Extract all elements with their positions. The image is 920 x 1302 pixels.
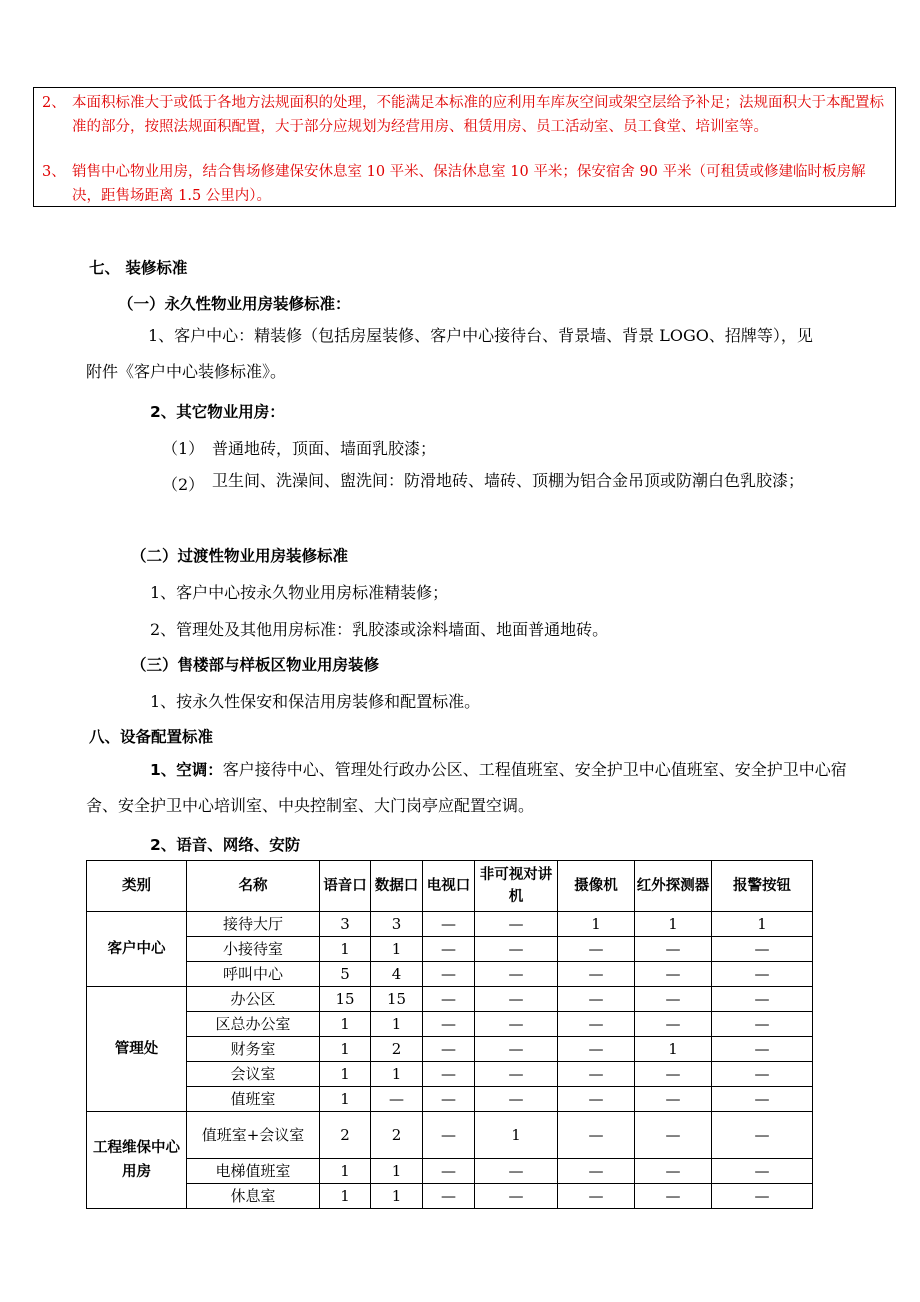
- room-name-cell: 会议室: [187, 1062, 320, 1087]
- header-category: 类别: [87, 861, 187, 912]
- value-cell: 1: [558, 912, 635, 937]
- notes-box: [33, 87, 896, 207]
- value-cell: 1: [635, 912, 712, 937]
- room-name-cell: 电梯值班室: [187, 1159, 320, 1184]
- room-name-cell: 财务室: [187, 1037, 320, 1062]
- table-row: [87, 987, 813, 1012]
- value-cell: 1: [320, 1184, 371, 1209]
- table-row: [87, 1062, 813, 1087]
- paren-text: 卫生间、洗澡间、盥洗间：防滑地砖、墙砖、顶棚为铝合金吊顶或防潮白色乳胶漆；: [212, 471, 805, 490]
- value-cell: 1: [475, 1112, 558, 1159]
- value-cell: —: [423, 1062, 475, 1087]
- value-cell: 4: [371, 962, 423, 987]
- value-cell: —: [423, 912, 475, 937]
- sub1-item2-title: 2、其它物业用房：: [150, 403, 285, 421]
- value-cell: —: [475, 1037, 558, 1062]
- room-name-cell: 值班室: [187, 1087, 320, 1112]
- sub1-item1: 1、客户中心：精装修（包括房屋装修、客户中心接待台、背景墙、背景 LOGO、招牌等），见附件《客户中心装修标准》。: [86, 326, 813, 381]
- ac-label: 1、空调：: [150, 761, 223, 779]
- room-name-cell: 区总办公室: [187, 1012, 320, 1037]
- value-cell: —: [558, 1087, 635, 1112]
- value-cell: 2: [320, 1112, 371, 1159]
- table-row: [87, 1112, 813, 1159]
- value-cell: 1: [371, 1012, 423, 1037]
- value-cell: —: [712, 1012, 813, 1037]
- ac-paragraph: [86, 752, 856, 824]
- value-cell: 1: [371, 1159, 423, 1184]
- value-cell: —: [712, 1112, 813, 1159]
- value-cell: 1: [320, 1012, 371, 1037]
- value-cell: 1: [320, 1037, 371, 1062]
- room-name-cell: 小接待室: [187, 937, 320, 962]
- room-name-cell: 接待大厅: [187, 912, 320, 937]
- value-cell: —: [712, 1159, 813, 1184]
- category-cell: 工程维保中心用房: [87, 1112, 187, 1209]
- paren-num: （1）: [162, 439, 205, 458]
- sub8-2-title: 2、语音、网络、安防: [150, 836, 301, 854]
- table-row: [87, 1159, 813, 1184]
- note-number: 2、: [42, 95, 66, 111]
- sub3-title: （三）售楼部与样板区物业用房装修: [131, 656, 380, 674]
- value-cell: —: [371, 1087, 423, 1112]
- header-name: 名称: [187, 861, 320, 912]
- value-cell: —: [558, 1159, 635, 1184]
- value-cell: 3: [320, 912, 371, 937]
- section7-title: 七、 装修标准: [89, 259, 188, 277]
- room-name-cell: 休息室: [187, 1184, 320, 1209]
- value-cell: —: [558, 937, 635, 962]
- value-cell: —: [712, 987, 813, 1012]
- value-cell: —: [635, 1062, 712, 1087]
- note-number: 3、: [42, 164, 66, 180]
- ac-text: 客户接待中心、管理处行政办公区、工程值班室、安全护卫中心值班室、安全护卫中心宿舍、安全护卫中心培训室、中央控制室、大门岗亭应配置空调。: [86, 760, 847, 815]
- value-cell: —: [635, 1087, 712, 1112]
- value-cell: —: [475, 987, 558, 1012]
- value-cell: 1: [712, 912, 813, 937]
- value-cell: 1: [371, 937, 423, 962]
- table-row: [87, 962, 813, 987]
- value-cell: 1: [320, 1062, 371, 1087]
- value-cell: —: [558, 1012, 635, 1037]
- value-cell: 15: [371, 987, 423, 1012]
- value-cell: —: [475, 1062, 558, 1087]
- value-cell: —: [635, 1112, 712, 1159]
- value-cell: —: [635, 1159, 712, 1184]
- table-header-row: [87, 861, 813, 912]
- value-cell: —: [712, 962, 813, 987]
- header-tv-port: 电视口: [423, 861, 475, 912]
- room-name-cell: 值班室+会议室: [187, 1112, 320, 1159]
- value-cell: —: [423, 987, 475, 1012]
- table-row: [87, 1037, 813, 1062]
- value-cell: —: [558, 1112, 635, 1159]
- value-cell: —: [475, 1087, 558, 1112]
- header-voice-port: 语音口: [320, 861, 371, 912]
- value-cell: —: [475, 937, 558, 962]
- value-cell: —: [558, 987, 635, 1012]
- value-cell: 15: [320, 987, 371, 1012]
- value-cell: —: [712, 1037, 813, 1062]
- value-cell: 5: [320, 962, 371, 987]
- value-cell: 1: [371, 1184, 423, 1209]
- value-cell: —: [635, 1012, 712, 1037]
- value-cell: —: [712, 1087, 813, 1112]
- equipment-table: [86, 860, 813, 1209]
- value-cell: 1: [371, 1062, 423, 1087]
- value-cell: —: [423, 962, 475, 987]
- room-name-cell: 办公区: [187, 987, 320, 1012]
- header-infrared-detector: 红外探测器: [635, 861, 712, 912]
- header-data-port: 数据口: [371, 861, 423, 912]
- header-alarm-button: 报警按钮: [712, 861, 813, 912]
- value-cell: —: [475, 1159, 558, 1184]
- category-cell: 管理处: [87, 987, 187, 1112]
- value-cell: —: [712, 1184, 813, 1209]
- value-cell: —: [423, 1012, 475, 1037]
- sub2-title: （二）过渡性物业用房装修标准: [131, 547, 349, 565]
- value-cell: 1: [320, 1159, 371, 1184]
- table-row: [87, 1184, 813, 1209]
- value-cell: —: [423, 1037, 475, 1062]
- sub1-title: （一）永久性物业用房装修标准：: [118, 295, 351, 313]
- value-cell: —: [635, 1184, 712, 1209]
- value-cell: —: [635, 962, 712, 987]
- value-cell: —: [423, 1184, 475, 1209]
- sub2-item1: 1、客户中心按永久物业用房标准精装修；: [150, 583, 449, 602]
- value-cell: —: [712, 1062, 813, 1087]
- value-cell: —: [475, 912, 558, 937]
- value-cell: —: [635, 937, 712, 962]
- value-cell: —: [475, 1012, 558, 1037]
- value-cell: —: [712, 937, 813, 962]
- table-row: [87, 1012, 813, 1037]
- value-cell: —: [558, 1037, 635, 1062]
- value-cell: —: [475, 962, 558, 987]
- value-cell: 1: [320, 937, 371, 962]
- value-cell: —: [558, 962, 635, 987]
- value-cell: 1: [635, 1037, 712, 1062]
- paren-text: 普通地砖，顶面、墙面乳胶漆；: [212, 439, 437, 458]
- value-cell: —: [423, 1087, 475, 1112]
- sub2-item2: 2、管理处及其他用房标准：乳胶漆或涂料墙面、地面普通地砖。: [150, 620, 609, 639]
- value-cell: —: [423, 937, 475, 962]
- header-intercom: 非可视对讲机: [475, 861, 558, 912]
- note-text: 本面积标准大于或低于各地方法规面积的处理，不能满足本标准的应利用车库灰空间或架空层给予补足；法规面积大于本配置标准的部分，按照法规面积配置，大于部分应规划为经营用房、租赁用房、员工活动室、员工食堂、培训室等。: [72, 95, 884, 135]
- value-cell: —: [558, 1062, 635, 1087]
- table-row: [87, 937, 813, 962]
- sub3-item1: 1、按永久性保安和保洁用房装修和配置标准。: [150, 692, 481, 711]
- table-row: [87, 912, 813, 937]
- value-cell: —: [635, 987, 712, 1012]
- category-cell: 客户中心: [87, 912, 187, 987]
- value-cell: —: [423, 1159, 475, 1184]
- header-camera: 摄像机: [558, 861, 635, 912]
- value-cell: 1: [320, 1087, 371, 1112]
- paren-num: （2）: [162, 475, 205, 494]
- room-name-cell: 呼叫中心: [187, 962, 320, 987]
- value-cell: —: [558, 1184, 635, 1209]
- note-text: 销售中心物业用房，结合售场修建保安休息室 10 平米、保洁休息室 10 平米；保安宿舍 90 平米（可租赁或修建临时板房解决，距售场距离 1.5 公里内）。: [72, 164, 866, 204]
- section8-title: 八、设备配置标准: [89, 728, 214, 746]
- value-cell: 2: [371, 1112, 423, 1159]
- value-cell: —: [423, 1112, 475, 1159]
- value-cell: 2: [371, 1037, 423, 1062]
- value-cell: —: [475, 1184, 558, 1209]
- value-cell: 3: [371, 912, 423, 937]
- table-row: [87, 1087, 813, 1112]
